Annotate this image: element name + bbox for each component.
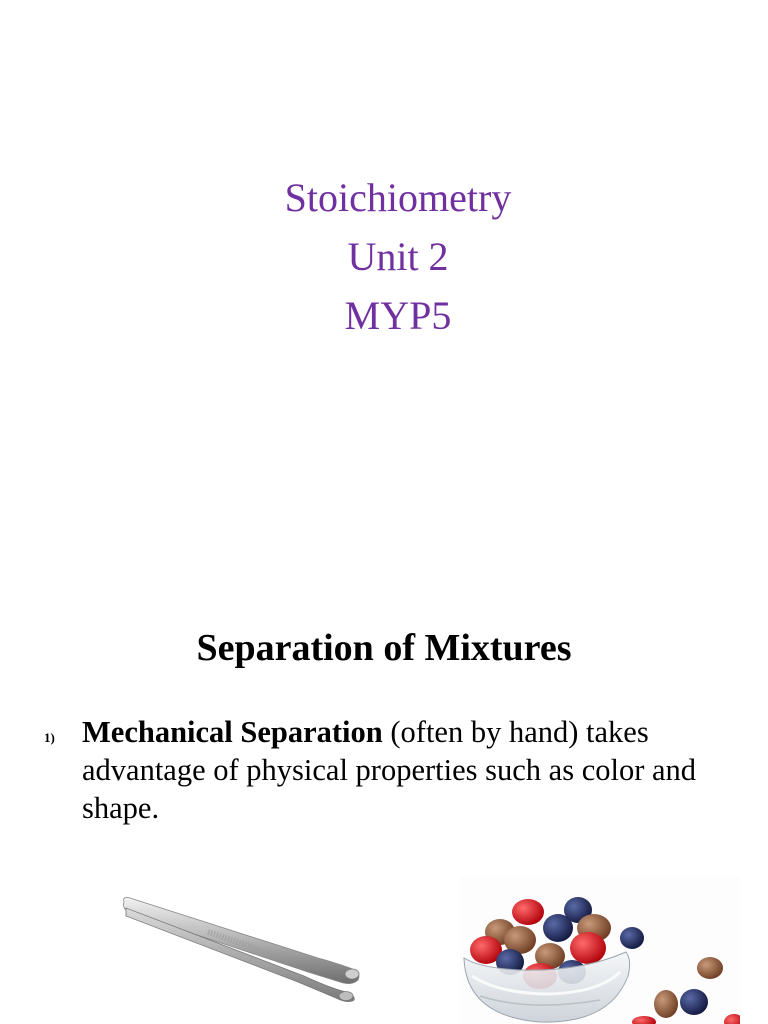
bowl-of-candies-image (460, 876, 740, 1024)
bullet-text (82, 713, 742, 827)
title-block (0, 168, 768, 345)
slide-heading: Separation of Mixtures (196, 627, 572, 669)
bullet-number: 1) (44, 730, 55, 745)
bullet-bold-term: Mechanical Separation (82, 715, 383, 749)
bullet-description: (often by hand) takes advantage of physical properties such as color and shape. (82, 715, 697, 825)
title-line-grade: MYP5 (344, 293, 452, 338)
title-line-stoichiometry: Stoichiometry (284, 175, 512, 220)
tweezers-image (118, 892, 368, 1004)
title-line-unit: Unit 2 (347, 234, 449, 279)
